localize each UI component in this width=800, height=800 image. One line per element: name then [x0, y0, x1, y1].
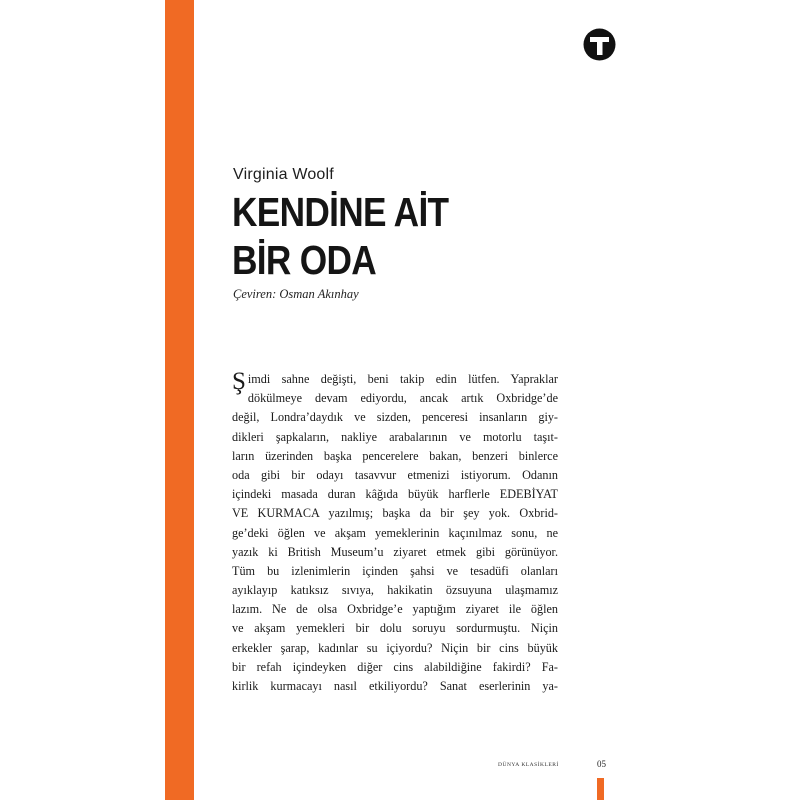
text-line: dikleri şapkaların, nakliye arabalarının ve motorlu taşıt- [232, 429, 558, 444]
text-line: VE KURMACA yazılmış; başka da bir şey yok. Oxbrid- [232, 506, 558, 521]
body-text [232, 370, 558, 696]
text-line: ayıklayıp katıksız sıvıya, hakikatin özsuyuna ulaşmamız [232, 583, 558, 598]
text-line: erkekler şarap, kadınlar su içiyordu? Niçin bir cins büyük [232, 640, 558, 655]
text-line: bir refah içindeyken diğer cins alabildiğine fakirdi? Fa- [232, 659, 558, 674]
text-line: değil, Londra’daydık ve sizden, penceresi insanların giy- [232, 410, 558, 425]
text-line: oda gibi bir odayı tasavvur etmenizi istiyorum. Odanın [232, 467, 558, 482]
text-line: ların üzerinden başka pencerelere bakan, benzeri binlerce [232, 448, 558, 463]
text-line: içindeki masada duran kâğıda büyük harflerle EDEBİYAT [232, 487, 558, 502]
series-label: DÜNYA KLASİKLERİ [498, 762, 559, 768]
author-name: Virginia Woolf [233, 166, 334, 183]
title-line-2: BİR ODA [232, 237, 377, 283]
text-line: ve akşam yemekleri bir dolu soruyu sordurmuştu. Niçin [232, 621, 558, 636]
text-line: ge’deki öğlen ve akşam yemeklerinin kaçınılmaz sonu, ne [232, 525, 558, 540]
orange-spine-band [165, 0, 194, 800]
title-line-1: KENDİNE AİT [232, 189, 449, 235]
text-line: yazık ki British Museum’u ziyaret etmek gibi görünüyor. [232, 544, 558, 559]
text-line: Şimdi sahne değişti, beni takip edin lütfen. Yapraklar [232, 368, 558, 395]
text-line: lazım. Ne de olsa Oxbridge’e yaptığım ziyaret ile öğlen [232, 602, 558, 617]
text-line: kirlik kurmacayı nasıl etkiliyordu? Sanat eserlerinin ya- [232, 679, 558, 693]
publisher-logo-icon [583, 28, 616, 61]
page-number: 05 [597, 759, 606, 769]
text-line: Tüm bu izlenimlerin içinden şahsi ve tesadüfi olanları [232, 563, 558, 578]
text-line: dökülmeye devam ediyordu, ancak artık Oxbridge’de [247, 391, 558, 406]
book-title [232, 188, 448, 284]
drop-cap: Ş [232, 368, 246, 395]
translator-credit: Çeviren: Osman Akınhay [233, 287, 359, 301]
page-tab-marker [597, 778, 604, 800]
